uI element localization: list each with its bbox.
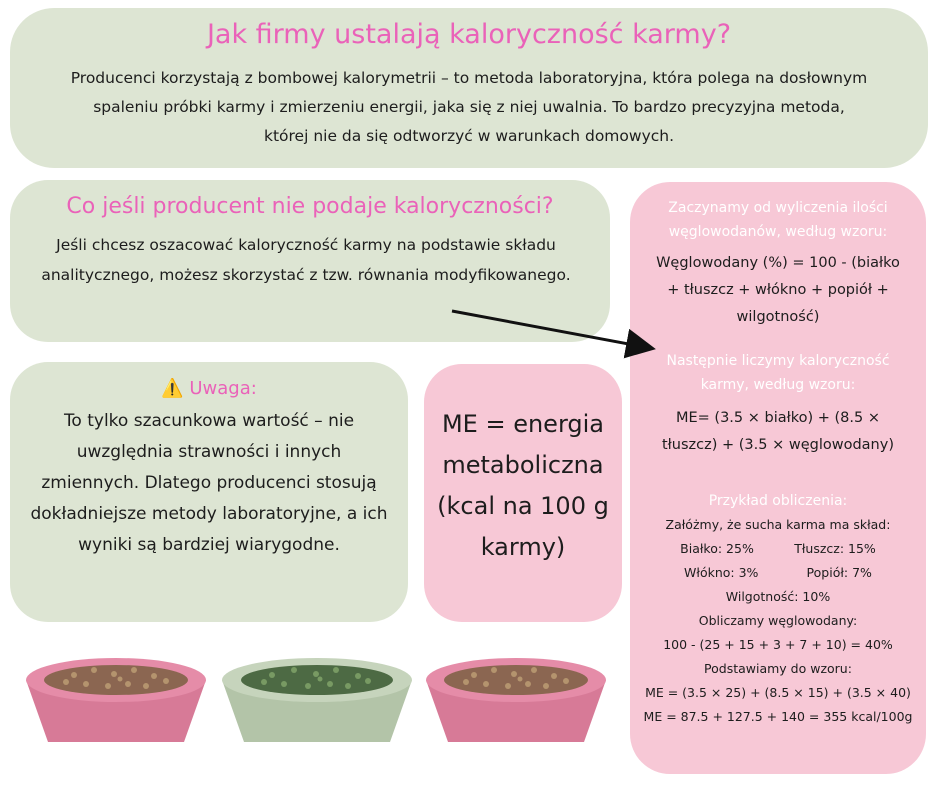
pink-bowl-icon bbox=[416, 648, 616, 748]
intro-title: Jak firmy ustalają kaloryczność karmy? bbox=[206, 19, 732, 50]
me-calc-line-2: ME = 87.5 + 127.5 + 140 = 355 kcal/100g bbox=[643, 709, 913, 724]
me-definition-text: ME = energia metaboliczna (kcal na 100 g karmy) bbox=[437, 410, 609, 561]
calc-carbs: 100 - (25 + 15 + 3 + 7 + 10) = 40% bbox=[663, 637, 893, 652]
step1-formula: Węglowodany (%) = 100 - (białko + tłuszcz + włókno + popiół + wilgotność) bbox=[656, 255, 900, 325]
example-fat: Tłuszcz: 15% bbox=[794, 541, 876, 556]
warning-card bbox=[10, 362, 408, 622]
example-moisture: Wilgotność: 10% bbox=[725, 589, 831, 604]
example-row bbox=[630, 537, 926, 561]
step2-formula: ME= (3.5 × białko) + (8.5 × tłuszcz) + (3.5 × węglowodany) bbox=[662, 410, 894, 453]
me-definition-card bbox=[424, 364, 622, 622]
me-calc-line-1: ME = (3.5 × 25) + (8.5 × 15) + (3.5 × 40) bbox=[645, 685, 911, 700]
no-calories-text: Jeśli chcesz oszacować kaloryczność karmy na podstawie składu analitycznego, możesz skorzystać z tzw. równania modyfikowanego. bbox=[41, 236, 571, 284]
step1-label: Zaczynamy od wyliczenia ilości węglowodanów, według wzoru: bbox=[668, 200, 888, 240]
warning-icon: ⚠️ bbox=[161, 378, 184, 399]
example-block bbox=[630, 513, 926, 729]
example-assume: Załóżmy, że sucha karma ma skład: bbox=[665, 517, 891, 532]
example-label: Przykład obliczenia: bbox=[708, 493, 848, 509]
calc-carbs-label: Obliczamy węglowodany: bbox=[698, 613, 858, 628]
no-calories-card bbox=[10, 180, 610, 342]
warning-title: Uwaga: bbox=[189, 378, 257, 399]
warning-text: To tylko szacunkowa wartość – nie uwzględnia strawności i innych zmiennych. Dlatego producenci stosują dokładniejsze metody laboratoryjne, a ich wyniki są bardziej wiarygodne. bbox=[30, 411, 388, 555]
example-fiber: Włókno: 3% bbox=[684, 565, 759, 580]
substitute-label: Podstawiamy do wzoru: bbox=[704, 661, 852, 676]
intro-card bbox=[10, 8, 928, 168]
green-bowl-icon bbox=[212, 648, 422, 748]
formula-card bbox=[630, 182, 926, 774]
example-row bbox=[630, 561, 926, 585]
example-protein: Białko: 25% bbox=[680, 541, 754, 556]
example-ash: Popiół: 7% bbox=[806, 565, 872, 580]
pink-bowl-icon bbox=[16, 648, 216, 748]
intro-text: Producenci korzystają z bombowej kalorymetrii – to metoda laboratoryjna, która polega na dosłownym spaleniu próbki karmy i zmierzeniu energii, jaka się z niej uwalnia. To bardzo precyzyjna metoda, której nie da się odtworzyć w warunkach domowych. bbox=[70, 69, 868, 145]
warning-heading bbox=[10, 362, 408, 402]
step2-label: Następnie liczymy kaloryczność karmy, według wzoru: bbox=[666, 353, 890, 393]
no-calories-title: Co jeśli producent nie podaje kaloryczności? bbox=[66, 194, 554, 219]
